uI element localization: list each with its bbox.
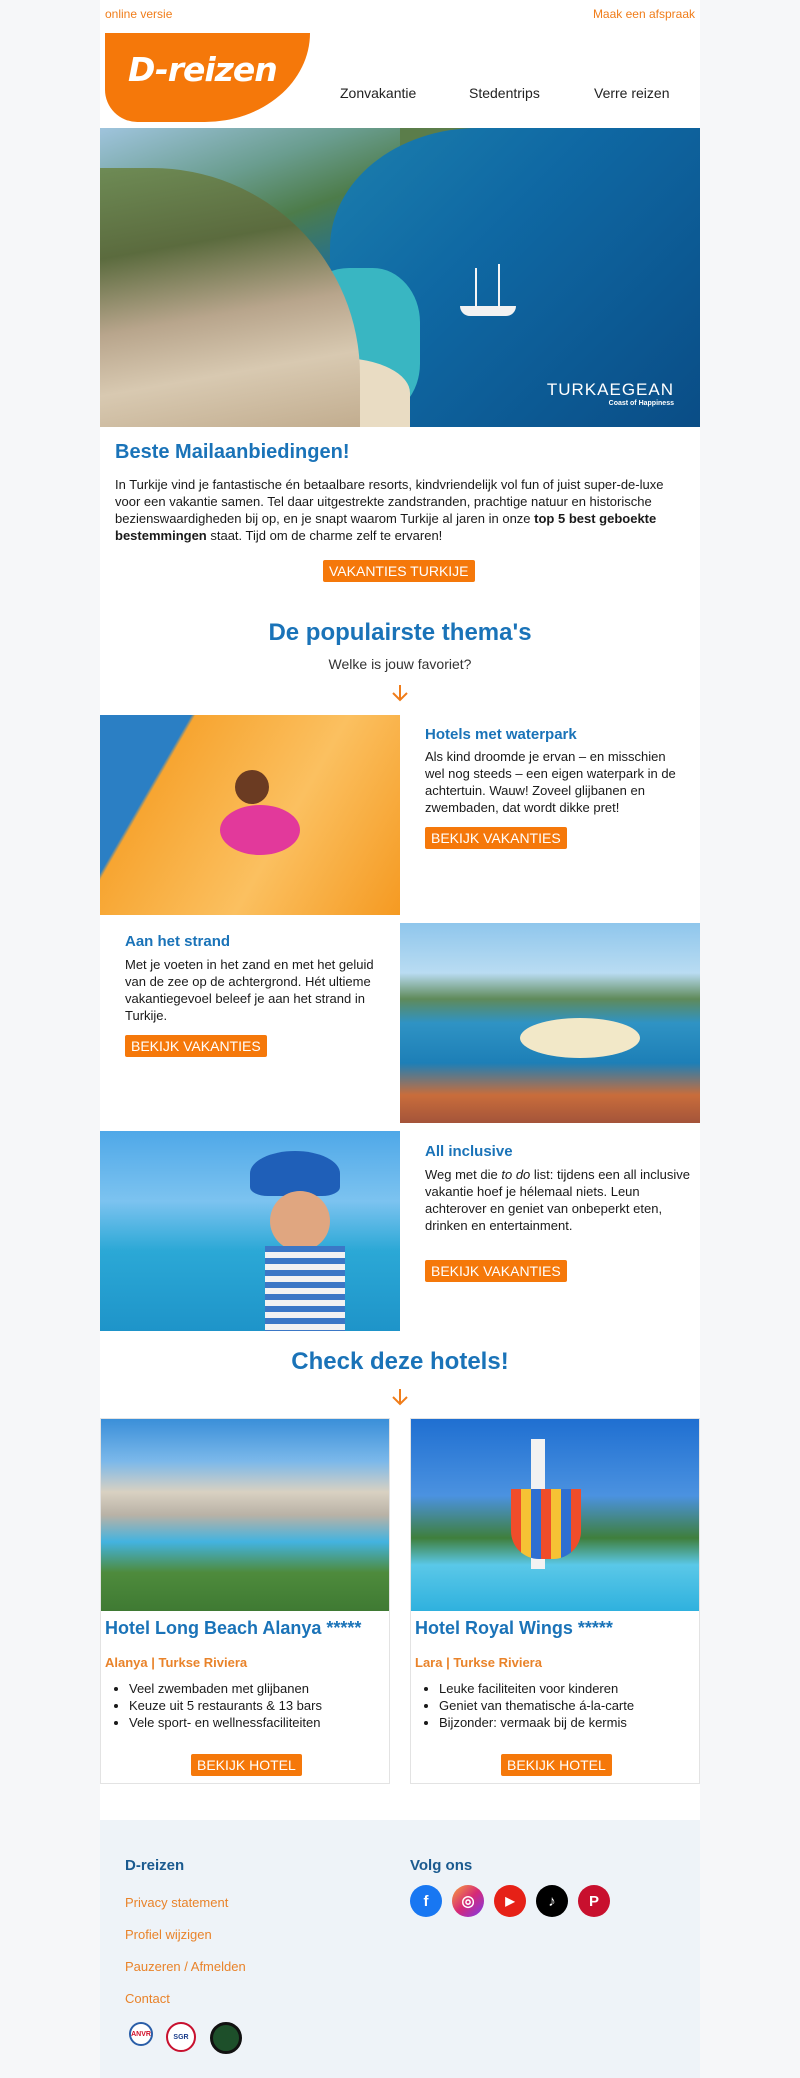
hotel-features xyxy=(129,1680,322,1731)
hero-image[interactable] xyxy=(100,128,700,427)
theme-strand-button[interactable]: BEKIJK VAKANTIES xyxy=(125,1035,267,1057)
arrow-down-icon xyxy=(390,683,410,703)
hotel-royal-wings-button[interactable]: BEKIJK HOTEL xyxy=(501,1754,612,1776)
list-item: • Keuze uit 5 restaurants & 13 bars xyxy=(129,1697,322,1714)
list-item: • Veel zwembaden met glijbanen xyxy=(129,1680,322,1697)
intro-text: In Turkije vind je fantastische én betaalbare resorts, kindvriendelijk vol fun of juist super-de-luxe voor een vakantie samen. Tel daar uitgestrekte zandstranden, prachtige natuur en historische bezienswaardigheden bij op, en je snapt waarom Turkije al jaren in onze top 5 best geboekte bestemmingen staat. Tijd om de charme zelf te ervaren! xyxy=(115,477,664,543)
beach-image[interactable] xyxy=(400,923,700,1123)
instagram-icon[interactable]: ◎ xyxy=(452,1885,484,1917)
hotel-location: Alanya | Turkse Riviera xyxy=(105,1655,248,1670)
theme-allinclusive-text: Weg met die to do list: tijdens een all inclusive vakantie hoef je hélemaal niets. Leun achterover en geniet van onbeperkt eten, drinken en entertainment. xyxy=(425,1167,690,1233)
hotels-title: Check deze hotels! xyxy=(291,1348,509,1375)
hotel-card-royal-wings[interactable] xyxy=(410,1418,700,1784)
youtube-icon[interactable]: ▶ xyxy=(494,1885,526,1917)
tiktok-icon[interactable]: ♪ xyxy=(536,1885,568,1917)
hotel-long-beach-image[interactable] xyxy=(101,1419,389,1611)
facebook-icon[interactable]: f xyxy=(410,1885,442,1917)
appointment-link[interactable]: Maak een afspraak xyxy=(592,7,695,21)
theme-strand-title: Aan het strand xyxy=(125,933,231,950)
sgr-badge: SGR xyxy=(166,2022,196,2052)
hotel-location: Lara | Turkse Riviera xyxy=(415,1655,542,1670)
afmelden-link[interactable]: Pauzeren / Afmelden xyxy=(125,1959,246,1974)
online-version-link[interactable]: online versie xyxy=(105,7,173,21)
boat-shape xyxy=(460,306,516,316)
all-inclusive-image[interactable] xyxy=(100,1131,400,1331)
hotel-card-long-beach[interactable] xyxy=(100,1418,390,1784)
anvr-badge: ANVR xyxy=(129,2022,153,2046)
theme-strand-text: Met je voeten in het zand en met het geluid van de zee op de achtergrond. Hét ultieme vakantiegevoel beleef je aan het strand in Turkije. xyxy=(125,957,374,1023)
vakanties-turkije-button[interactable]: VAKANTIES TURKIJE xyxy=(323,560,475,582)
arrow-down-icon xyxy=(390,1387,410,1407)
footer-brand: D-reizen xyxy=(125,1857,185,1874)
theme-waterpark-button[interactable]: BEKIJK VAKANTIES xyxy=(425,827,567,849)
profiel-link[interactable]: Profiel wijzigen xyxy=(125,1927,212,1942)
list-item: • Bijzonder: vermaak bij de kermis xyxy=(439,1714,634,1731)
contact-link[interactable]: Contact xyxy=(125,1991,170,2006)
list-item: • Geniet van thematische á-la-carte xyxy=(439,1697,634,1714)
hotel-features xyxy=(439,1680,634,1731)
pinterest-icon[interactable]: P xyxy=(578,1885,610,1917)
hotel-royal-wings-image[interactable] xyxy=(411,1419,699,1611)
waterpark-image[interactable] xyxy=(100,715,400,915)
nav-verre-reizen[interactable]: Verre reizen xyxy=(594,85,670,101)
list-item: • Vele sport- en wellnessfaciliteiten xyxy=(129,1714,322,1731)
themes-title: De populairste thema's xyxy=(268,619,532,646)
intro-title: Beste Mailaanbiedingen! xyxy=(115,441,350,463)
privacy-link[interactable]: Privacy statement xyxy=(125,1895,229,1910)
hero-brand: TURKAEGEAN Coast of Happiness xyxy=(546,380,674,407)
follow-title: Volg ons xyxy=(410,1857,473,1874)
hotel-name[interactable]: Hotel Royal Wings ***** xyxy=(415,1618,613,1638)
theme-waterpark-title: Hotels met waterpark xyxy=(425,726,577,743)
themes-subtitle: Welke is jouw favoriet? xyxy=(328,656,472,672)
theme-allinclusive-button[interactable]: BEKIJK VAKANTIES xyxy=(425,1260,567,1282)
nav-stedentrips[interactable]: Stedentrips xyxy=(469,85,540,101)
logo-text[interactable]: D-reizen xyxy=(128,50,277,89)
theme-waterpark-text: Als kind droomde je ervan – en misschien wel nog steeds – een eigen waterpark in de achtertuin. Wauw! Zoveel glijbanen en zwembaden, dat wordt dikke pret! xyxy=(425,749,676,815)
globe-badge-icon xyxy=(210,2022,242,2054)
hotel-name[interactable]: Hotel Long Beach Alanya ***** xyxy=(105,1618,362,1638)
list-item: • Leuke faciliteiten voor kinderen xyxy=(439,1680,634,1697)
nav-zonvakantie[interactable]: Zonvakantie xyxy=(340,85,417,101)
theme-allinclusive-title: All inclusive xyxy=(425,1143,513,1160)
hotel-long-beach-button[interactable]: BEKIJK HOTEL xyxy=(191,1754,302,1776)
